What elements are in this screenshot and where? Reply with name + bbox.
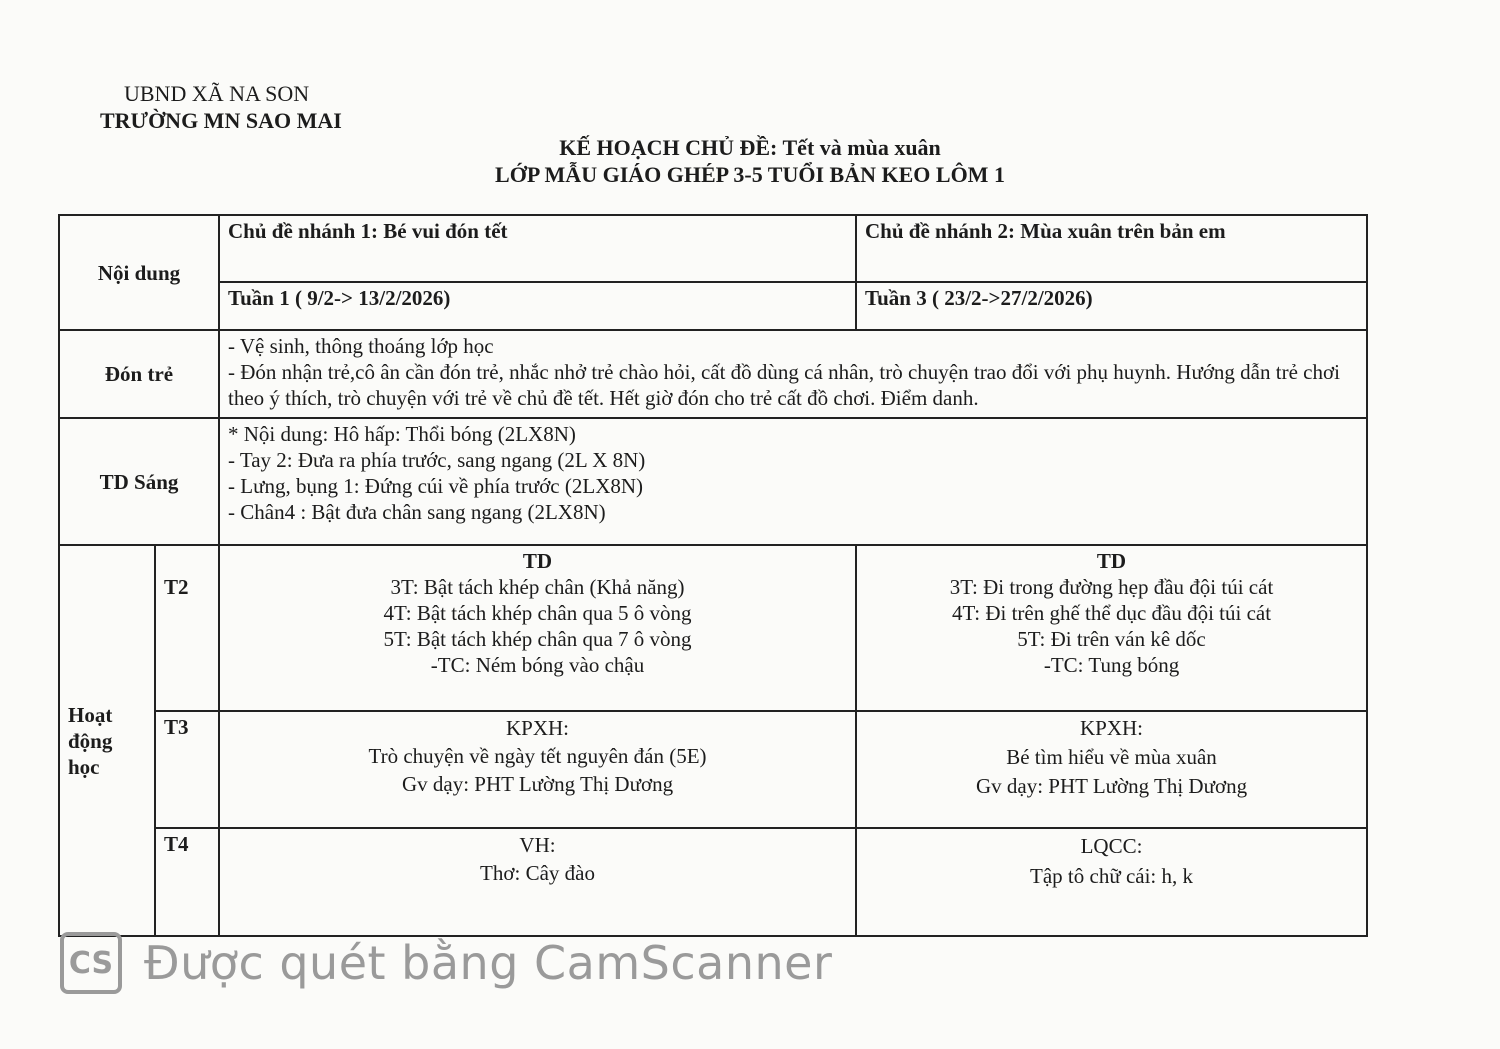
t4-w3-line-2: Tập tô chữ cái: h, k xyxy=(1030,864,1194,888)
title-line-1 xyxy=(0,134,1500,161)
watermark-text: Được quét bằng CamScanner xyxy=(144,936,833,990)
t4-w3-line-1: LQCC: xyxy=(1080,834,1143,858)
branch-2-title: Chủ đề nhánh 2: Mùa xuân trên bản em xyxy=(856,215,1367,282)
day-t2: T2 xyxy=(155,545,219,711)
hoat-dong-label-line-3: học xyxy=(68,754,100,779)
t2-w3-line-2: 3T: Đi trong đường hẹp đầu đội túi cát xyxy=(949,575,1274,599)
hoat-dong-label-line-1: Hoạt xyxy=(68,702,113,727)
org-line-1: UBND XÃ NA SON xyxy=(124,81,310,106)
t3-w3-line-2: Bé tìm hiểu về mùa xuân xyxy=(1006,745,1217,769)
t4-week-3 xyxy=(856,828,1367,936)
t2-w3-line-5: -TC: Tung bóng xyxy=(1043,653,1180,677)
don-tre-line-2: - Đón nhận trẻ,cô ân cần đón trẻ, nhắc nhở trẻ chào hỏi, cất đồ dùng cá nhân, trò chuyện trao đổi với phụ huynh. Hướng dẫn trẻ chơi theo ý thích, trò chuyện với trẻ về chủ đề tết. Hết giờ đón cho trẻ cất đồ chơi. Điểm danh. xyxy=(228,360,1340,410)
td-sang-line-3: - Lưng, bụng 1: Đứng cúi về phía trước (2LX8N) xyxy=(228,474,644,498)
t3-week-3 xyxy=(856,711,1367,828)
organization-header xyxy=(100,80,342,134)
td-sang-line-1: * Nội dung: Hô hấp: Thổi bóng (2LX8N) xyxy=(228,422,576,446)
day-t3: T3 xyxy=(155,711,219,828)
t2-w3-line-1: TD xyxy=(1096,549,1127,573)
week-1-label: Tuần 1 ( 9/2-> 13/2/2026) xyxy=(219,282,856,330)
title-topic: Tết và mùa xuân xyxy=(782,135,941,160)
don-tre-label: Đón trẻ xyxy=(59,330,219,418)
td-sang-line-2: - Tay 2: Đưa ra phía trước, sang ngang (2L X 8N) xyxy=(228,448,646,472)
t3-w3-line-1: KPXH: xyxy=(1080,716,1144,740)
td-sang-label: TD Sáng xyxy=(59,418,219,545)
t2-w3-line-4: 5T: Đi trên ván kê dốc xyxy=(1017,627,1206,651)
td-sang-line-4: - Chân4 : Bật đưa chân sang ngang (2LX8N) xyxy=(228,500,606,524)
t4-w1-line-2: Thơ: Cây đào xyxy=(480,861,595,885)
don-tre-line-1: - Vệ sinh, thông thoáng lớp học xyxy=(228,334,494,358)
t2-w1-line-2: 3T: Bật tách khép chân (Khả năng) xyxy=(390,575,685,599)
t3-w1-line-1: KPXH: xyxy=(506,716,570,740)
hoat-dong-label-line-2: động xyxy=(68,728,113,753)
td-sang-content xyxy=(219,418,1367,545)
camscanner-watermark xyxy=(60,930,860,996)
hoat-dong-hoc-label xyxy=(59,545,155,936)
camscanner-logo-icon: CS xyxy=(60,932,122,994)
day-t4: T4 xyxy=(155,828,219,936)
t4-week-1 xyxy=(219,828,856,936)
t2-w1-line-1: TD xyxy=(522,549,553,573)
t2-week-3 xyxy=(856,545,1367,711)
t3-week-1 xyxy=(219,711,856,828)
t2-week-1 xyxy=(219,545,856,711)
org-line-2: TRƯỜNG MN SAO MAI xyxy=(100,108,342,133)
t2-w1-line-4: 5T: Bật tách khép chân qua 7 ô vòng xyxy=(383,627,692,651)
don-tre-content xyxy=(219,330,1367,418)
t2-w1-line-3: 4T: Bật tách khép chân qua 5 ô vòng xyxy=(383,601,692,625)
title-prefix: KẾ HOẠCH CHỦ ĐỀ: xyxy=(559,135,778,160)
week-3-label: Tuần 3 ( 23/2->27/2/2026) xyxy=(856,282,1367,330)
t2-w3-line-3: 4T: Đi trên ghế thể dục đầu đội túi cát xyxy=(951,601,1272,625)
t3-w3-line-3: Gv dạy: PHT Lường Thị Dương xyxy=(975,774,1248,798)
t3-w1-line-3: Gv dạy: PHT Lường Thị Dương xyxy=(401,772,674,796)
t3-w1-line-2: Trò chuyện về ngày tết nguyên đán (5E) xyxy=(368,744,707,768)
t2-w1-line-5: -TC: Ném bóng vào chậu xyxy=(430,653,645,677)
branch-1-title: Chủ đề nhánh 1: Bé vui đón tết xyxy=(219,215,856,282)
noi-dung-label: Nội dung xyxy=(59,215,219,330)
t4-w1-line-1: VH: xyxy=(519,833,556,857)
title-line-2: LỚP MẪU GIÁO GHÉP 3-5 TUỔI BẢN KEO LÔM 1 xyxy=(495,162,1005,187)
plan-table xyxy=(58,214,1368,937)
document-title xyxy=(0,134,1500,188)
